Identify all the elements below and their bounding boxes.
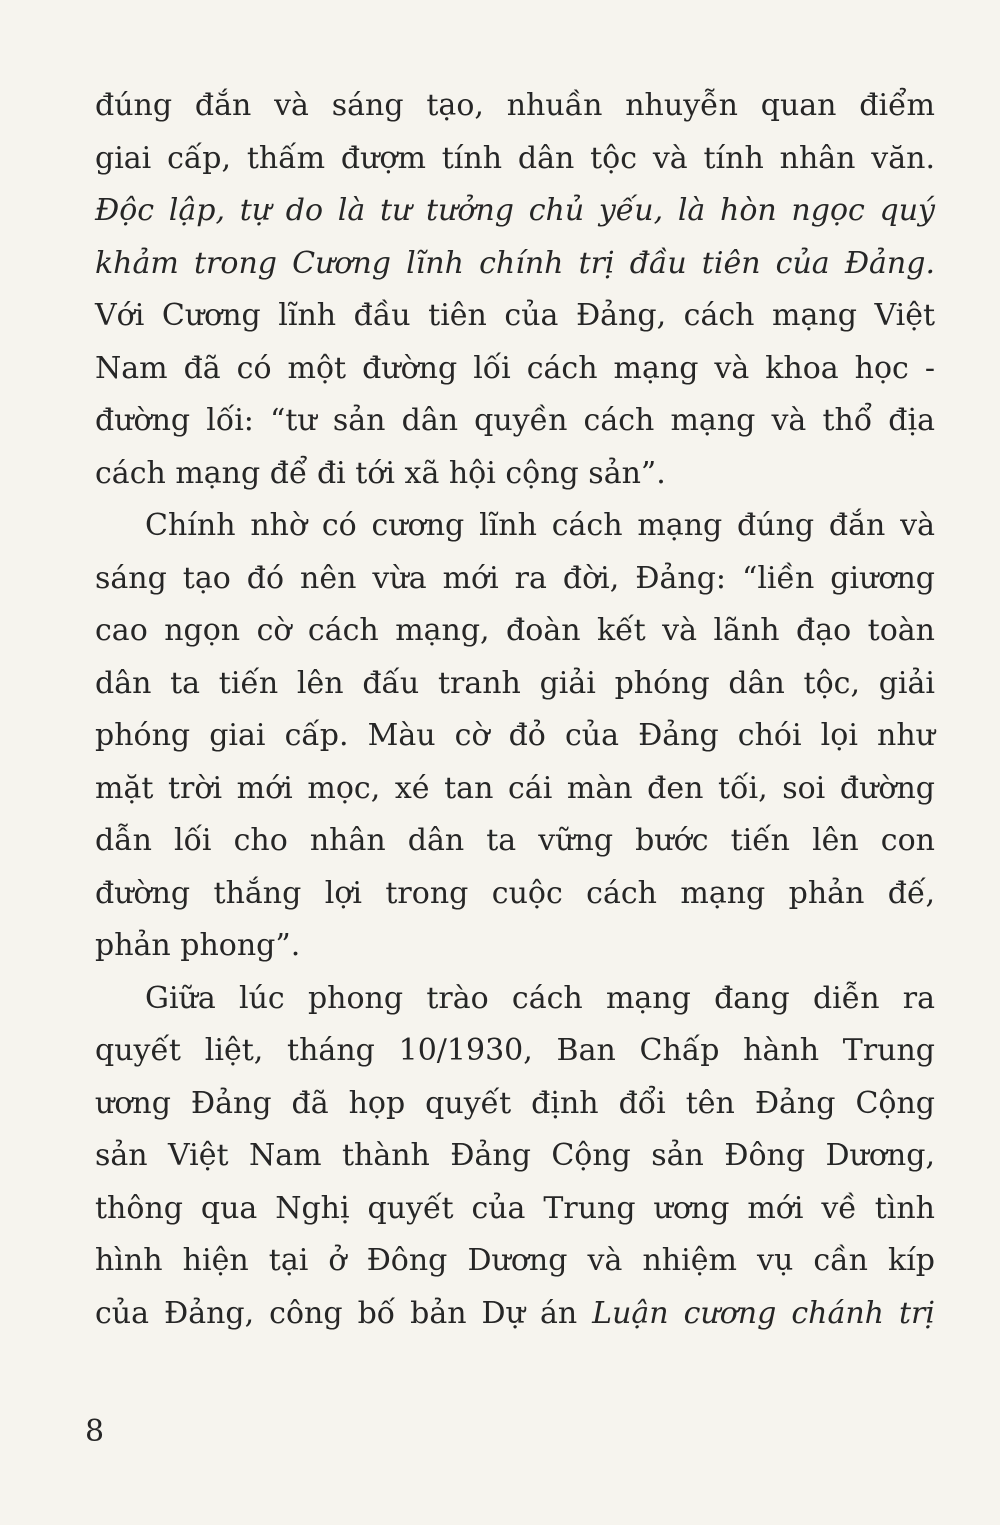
text-line: thông qua Nghị quyết của Trung ương mới về tình xyxy=(95,1190,935,1226)
text-line: Với Cương lĩnh đầu tiên của Đảng, cách mạng Việt xyxy=(95,298,935,333)
text-line: đúng đắn và sáng tạo, nhuần nhuyễn quan điểm xyxy=(95,88,935,123)
page-number: 8 xyxy=(85,1414,105,1449)
text-line: Chính nhờ có cương lĩnh cách mạng đúng đắn và xyxy=(145,508,935,543)
text-line: Nam đã có một đường lối cách mạng và khoa học - xyxy=(95,350,935,386)
text-line: quyết liệt, tháng 10/1930, Ban Chấp hành Trung xyxy=(95,1033,935,1068)
text-line: hình hiện tại ở Đông Dương và nhiệm vụ cần kíp xyxy=(95,1243,935,1278)
text-line-mixed xyxy=(95,1288,935,1341)
body-text xyxy=(95,80,935,1340)
text-line: phản phong”. xyxy=(95,928,301,963)
text-line: đường thắng lợi trong cuộc cách mạng phản đế, xyxy=(95,875,935,911)
text-line: Giữa lúc phong trào cách mạng đang diễn ra xyxy=(145,980,935,1016)
text-line: mặt trời mới mọc, xé tan cái màn đen tối, soi đường xyxy=(95,770,935,806)
text-segment: của Đảng, công bố bản Dự án xyxy=(95,1295,593,1331)
text-line: sáng tạo đó nên vừa mới ra đời, Đảng: “liền giương xyxy=(95,560,935,596)
text-line-italic: Độc lập, tự do là tư tưởng chủ yếu, là hòn ngọc quý xyxy=(95,193,935,228)
text-line: cao ngọn cờ cách mạng, đoàn kết và lãnh đạo toàn xyxy=(95,613,935,648)
text-line-italic: khảm trong Cương lĩnh chính trị đầu tiên của Đảng. xyxy=(95,245,935,281)
text-line: sản Việt Nam thành Đảng Cộng sản Đông Dương, xyxy=(95,1138,935,1173)
text-line: dẫn lối cho nhân dân ta vững bước tiến lên con xyxy=(95,823,935,858)
text-segment-italic: Luận cương chánh trị xyxy=(592,1295,935,1331)
text-line: cách mạng để đi tới xã hội cộng sản”. xyxy=(95,455,666,491)
text-line: phóng giai cấp. Màu cờ đỏ của Đảng chói lọi như xyxy=(95,718,935,753)
text-line: đường lối: “tư sản dân quyền cách mạng và thổ địa xyxy=(95,403,935,438)
text-line: ương Đảng đã họp quyết định đổi tên Đảng Cộng xyxy=(95,1085,935,1121)
text-line: giai cấp, thấm đượm tính dân tộc và tính nhân văn. xyxy=(95,140,935,176)
text-line: dân ta tiến lên đấu tranh giải phóng dân tộc, giải xyxy=(95,665,935,701)
